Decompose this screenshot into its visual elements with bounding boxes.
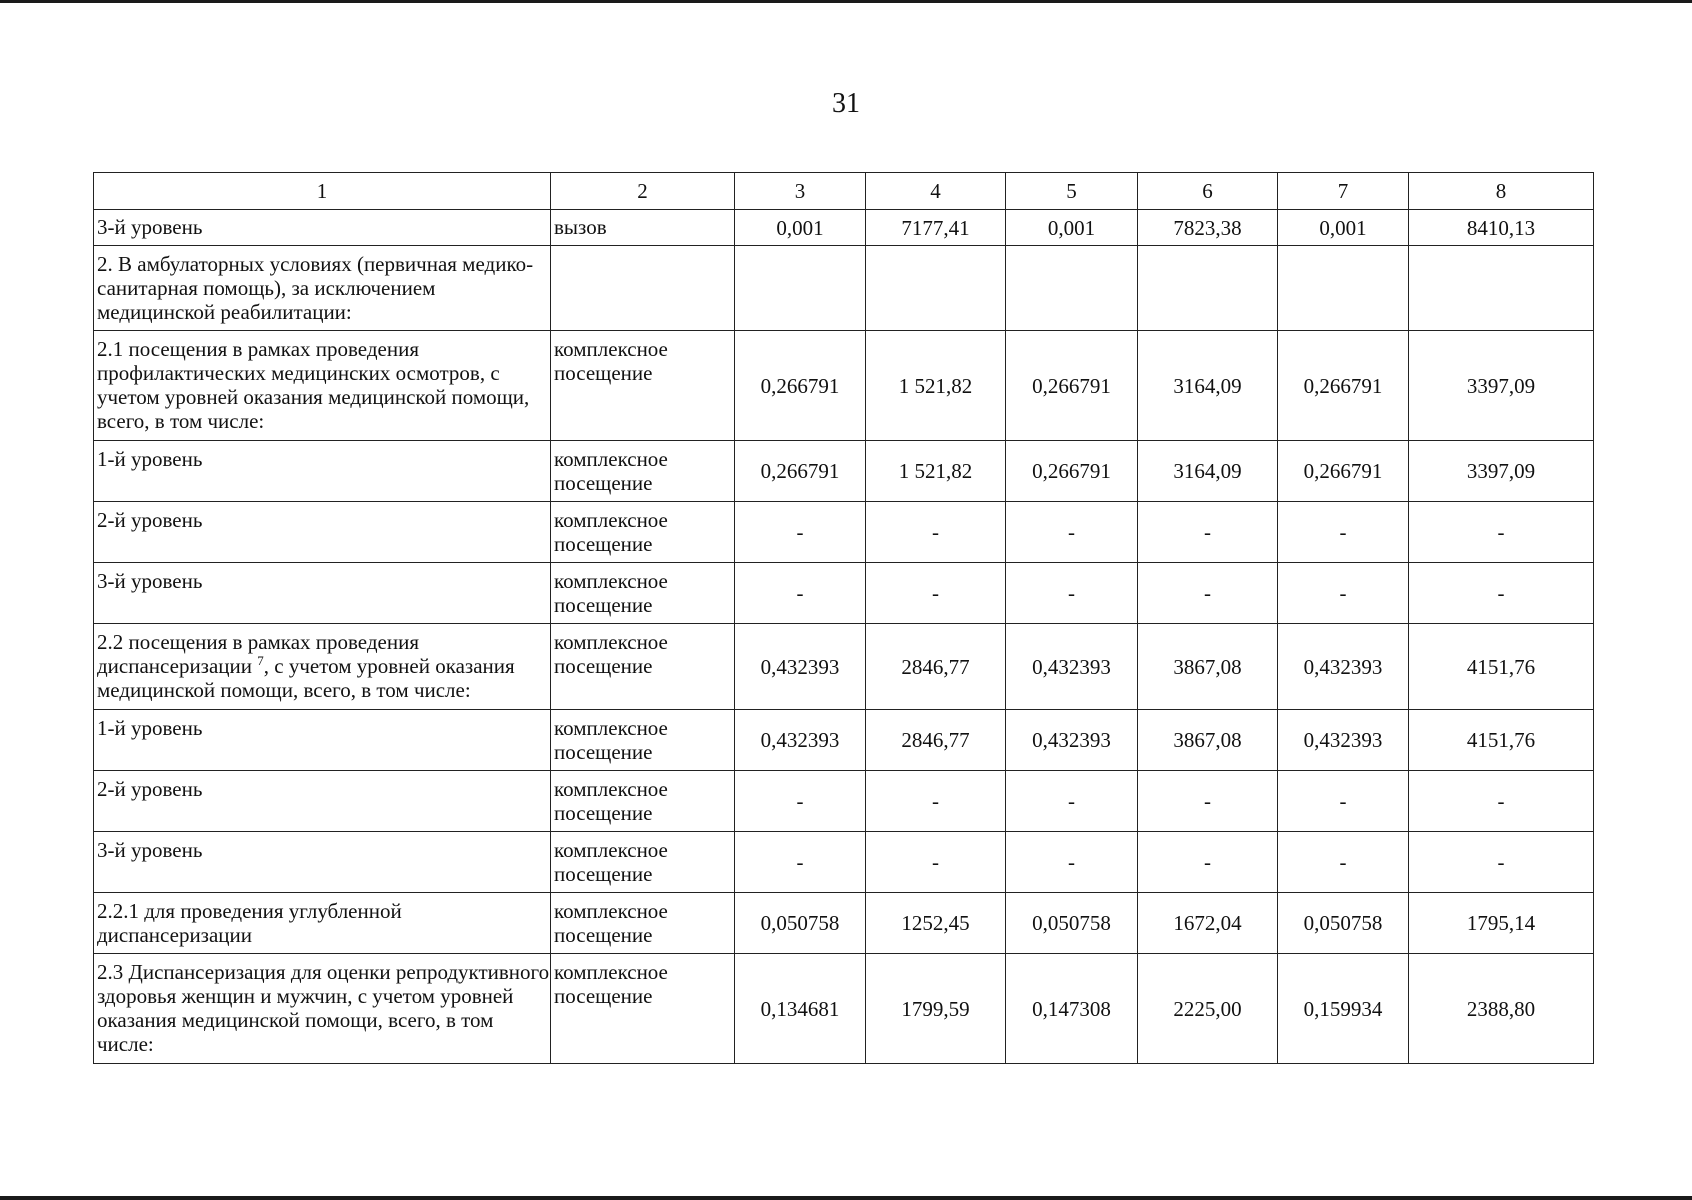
column-number-2: 2 [551,173,735,210]
value-cell: - [1138,832,1278,893]
value-cell: 2388,80 [1409,954,1594,1064]
value-cell: 3867,08 [1138,624,1278,710]
unit-cell: комплексное посещение [551,771,735,832]
table-row [94,502,1594,563]
row-label [94,624,551,710]
value-cell [1278,246,1409,331]
value-cell: 0,001 [1278,210,1409,246]
value-cell: 0,266791 [1006,441,1138,502]
value-cell: - [1278,771,1409,832]
table-row [94,563,1594,624]
column-number-7: 7 [1278,173,1409,210]
value-cell: - [1278,563,1409,624]
value-cell: 0,432393 [1006,624,1138,710]
value-cell: 0,266791 [1006,331,1138,441]
value-cell: 0,432393 [1006,710,1138,771]
row-label: 2-й уровень [94,502,551,563]
row-label-part: 2.2 посещения в рамках проведения диспансеризации [97,630,419,678]
value-cell: - [866,771,1006,832]
value-cell: 8410,13 [1409,210,1594,246]
value-cell: 1672,04 [1138,893,1278,954]
table-row [94,210,1594,246]
value-cell: - [735,771,866,832]
row-label-part: , с учетом уровней оказания медицинской помощи, всего, в том числе: [97,654,515,702]
value-cell: 0,134681 [735,954,866,1064]
value-cell: 0,432393 [1278,710,1409,771]
value-cell: - [1409,771,1594,832]
value-cell: 0,266791 [735,331,866,441]
value-cell [866,246,1006,331]
value-cell: 4151,76 [1409,624,1594,710]
value-cell: 2846,77 [866,710,1006,771]
footnote-marker: 7 [257,653,264,668]
value-cell: 0,050758 [1006,893,1138,954]
row-label: 3-й уровень [94,563,551,624]
value-cell: 0,432393 [735,624,866,710]
value-cell: - [1138,771,1278,832]
value-cell: - [735,563,866,624]
value-cell: 0,266791 [1278,331,1409,441]
value-cell: - [1138,563,1278,624]
value-cell: 7177,41 [866,210,1006,246]
value-cell: 1 521,82 [866,441,1006,502]
row-label: 2.1 посещения в рамках проведения профилактических медицинских осмотров, с учетом уровней оказания медицинской помощи, всего, в том числе: [94,331,551,441]
page-number: 31 [832,88,860,119]
value-cell: 1799,59 [866,954,1006,1064]
table-row [94,954,1594,1064]
value-cell: - [866,832,1006,893]
unit-cell: комплексное посещение [551,624,735,710]
table-row [94,710,1594,771]
value-cell: 1795,14 [1409,893,1594,954]
column-number-3: 3 [735,173,866,210]
value-cell: 0,159934 [1278,954,1409,1064]
value-cell: - [1006,502,1138,563]
table-row [94,771,1594,832]
value-cell: - [1138,502,1278,563]
value-cell [1138,246,1278,331]
row-label: 2.2.1 для проведения углубленной диспансеризации [94,893,551,954]
value-cell: 0,001 [735,210,866,246]
value-cell: - [866,502,1006,563]
row-label: 1-й уровень [94,441,551,502]
value-cell: 3867,08 [1138,710,1278,771]
value-cell: 0,266791 [735,441,866,502]
value-cell: - [1409,832,1594,893]
tariff-table [93,172,1594,1064]
value-cell: - [735,832,866,893]
scan-edge-bottom [0,1196,1692,1200]
value-cell: - [866,563,1006,624]
value-cell: 2846,77 [866,624,1006,710]
column-number-6: 6 [1138,173,1278,210]
value-cell: 0,050758 [735,893,866,954]
unit-cell: комплексное посещение [551,563,735,624]
table-row [94,331,1594,441]
value-cell: - [1278,502,1409,563]
value-cell [1409,246,1594,331]
value-cell: - [735,502,866,563]
value-cell: - [1006,771,1138,832]
value-cell: 0,266791 [1278,441,1409,502]
value-cell: - [1006,563,1138,624]
column-number-5: 5 [1006,173,1138,210]
header-row [94,173,1594,210]
value-cell: 4151,76 [1409,710,1594,771]
value-cell: - [1409,563,1594,624]
value-cell: 7823,38 [1138,210,1278,246]
row-label: 3-й уровень [94,832,551,893]
value-cell: 3397,09 [1409,331,1594,441]
column-number-8: 8 [1409,173,1594,210]
table-row [94,893,1594,954]
row-label: 2-й уровень [94,771,551,832]
section-row [94,246,1594,331]
value-cell: 2225,00 [1138,954,1278,1064]
scan-edge-top [0,0,1692,3]
value-cell [1006,246,1138,331]
unit-cell: комплексное посещение [551,710,735,771]
unit-cell: комплексное посещение [551,954,735,1064]
unit-cell [551,246,735,331]
value-cell: 3164,09 [1138,331,1278,441]
value-cell: - [1006,832,1138,893]
value-cell: 0,050758 [1278,893,1409,954]
value-cell: 1252,45 [866,893,1006,954]
value-cell: 0,147308 [1006,954,1138,1064]
unit-cell: комплексное посещение [551,331,735,441]
value-cell [735,246,866,331]
row-label: 3-й уровень [94,210,551,246]
row-label: 1-й уровень [94,710,551,771]
column-number-4: 4 [866,173,1006,210]
unit-cell: вызов [551,210,735,246]
value-cell: - [1278,832,1409,893]
value-cell: - [1409,502,1594,563]
value-cell: 1 521,82 [866,331,1006,441]
table-row [94,624,1594,710]
value-cell: 3164,09 [1138,441,1278,502]
unit-cell: комплексное посещение [551,832,735,893]
unit-cell: комплексное посещение [551,441,735,502]
unit-cell: комплексное посещение [551,502,735,563]
section-label: 2. В амбулаторных условиях (первичная медико-санитарная помощь), за исключением медицинской реабилитации: [94,246,551,331]
row-label: 2.3 Диспансеризация для оценки репродуктивного здоровья женщин и мужчин, с учетом уровней оказания медицинской помощи, всего, в том числе: [94,954,551,1064]
value-cell: 0,001 [1006,210,1138,246]
value-cell: 3397,09 [1409,441,1594,502]
table-row [94,832,1594,893]
value-cell: 0,432393 [1278,624,1409,710]
unit-cell: комплексное посещение [551,893,735,954]
table-row [94,441,1594,502]
value-cell: 0,432393 [735,710,866,771]
column-number-1: 1 [94,173,551,210]
